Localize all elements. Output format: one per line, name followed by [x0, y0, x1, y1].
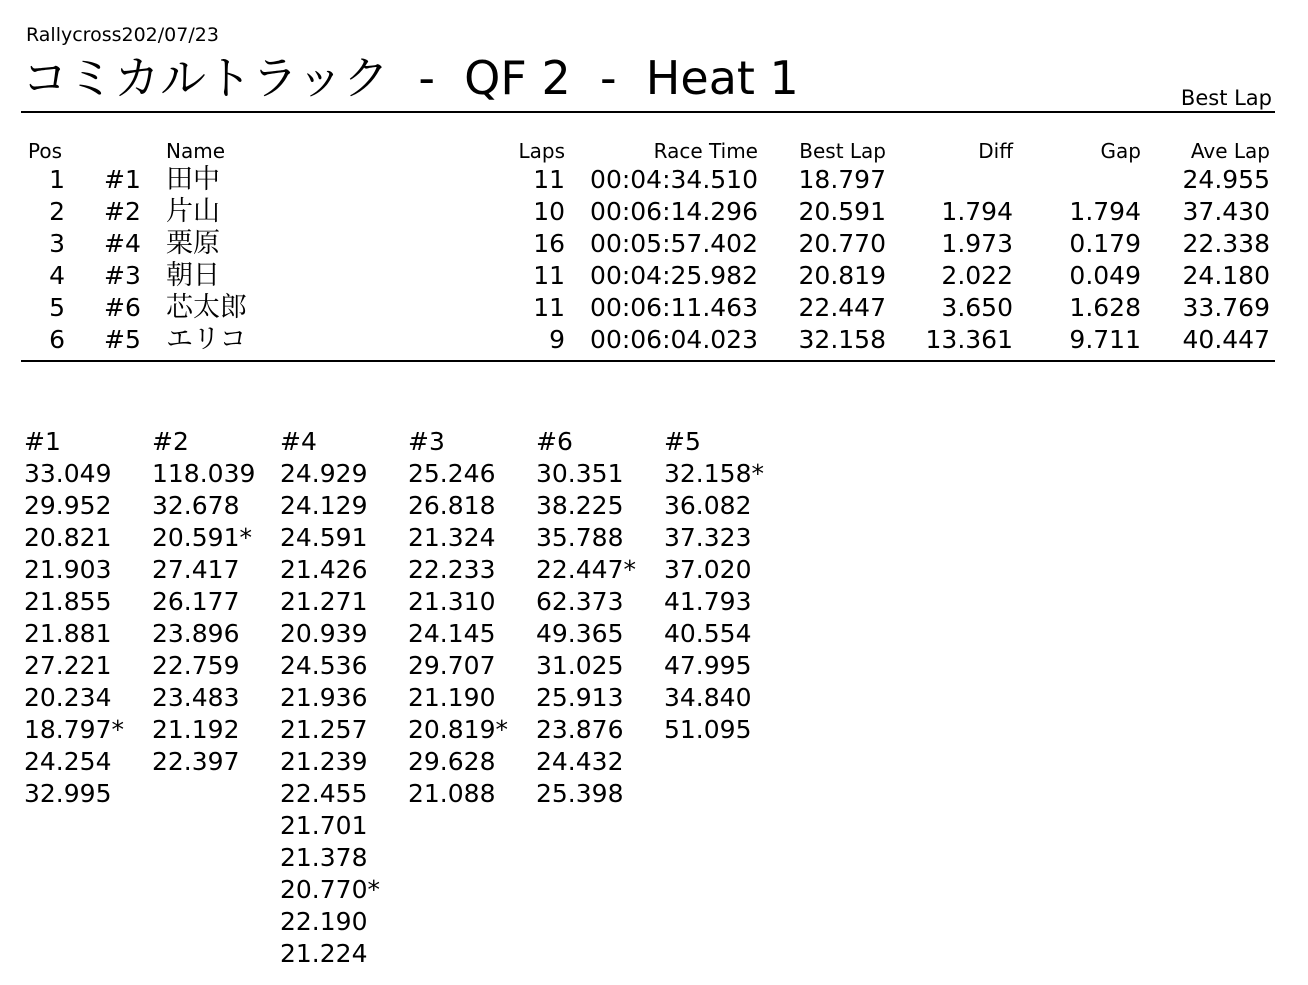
result-row	[0, 196, 1308, 228]
result-car-number: #5	[104, 325, 141, 354]
lap-times-column	[408, 426, 536, 970]
lap-time: 21.310	[408, 587, 496, 616]
result-race-time: 00:06:14.296	[590, 197, 758, 226]
column-header-gap: Gap	[1100, 139, 1141, 163]
result-driver-name: 栗原	[166, 228, 220, 259]
lap-time: 26.818	[408, 491, 496, 520]
result-gap: 1.628	[1069, 293, 1141, 322]
result-diff: 2.022	[941, 261, 1013, 290]
result-laps: 11	[533, 165, 565, 194]
lap-time: 26.177	[152, 587, 240, 616]
lap-time: 51.095	[664, 715, 752, 744]
result-best-lap: 22.447	[798, 293, 886, 322]
lap-time: 27.417	[152, 555, 240, 584]
lap-time: 21.426	[280, 555, 368, 584]
result-row	[0, 292, 1308, 324]
result-laps: 9	[549, 325, 565, 354]
lap-column-car-number: #5	[664, 427, 701, 456]
result-car-number: #2	[104, 197, 141, 226]
page-title: コミカルトラック - QF 2 - Heat 1	[22, 51, 799, 105]
lap-time: 21.271	[280, 587, 368, 616]
lap-time: 20.819*	[408, 715, 508, 744]
result-race-time: 00:05:57.402	[590, 229, 758, 258]
lap-time: 32.678	[152, 491, 240, 520]
lap-column-car-number: #1	[24, 427, 61, 456]
result-pos: 5	[49, 293, 65, 322]
lap-time: 27.221	[24, 651, 112, 680]
lap-time: 24.432	[536, 747, 624, 776]
result-ave-lap: 22.338	[1182, 229, 1270, 258]
column-header-race-time: Race Time	[653, 139, 758, 163]
result-race-time: 00:06:04.023	[590, 325, 758, 354]
result-best-lap: 18.797	[798, 165, 886, 194]
lap-time: 36.082	[664, 491, 752, 520]
result-pos: 1	[49, 165, 65, 194]
lap-time: 32.158*	[664, 459, 764, 488]
lap-time: 21.936	[280, 683, 368, 712]
lap-time: 21.192	[152, 715, 240, 744]
results-table	[0, 138, 1308, 356]
lap-time: 32.995	[24, 779, 112, 808]
column-header-pos: Pos	[28, 139, 63, 163]
lap-time: 21.190	[408, 683, 496, 712]
lap-time: 24.254	[24, 747, 112, 776]
column-header-best-lap: Best Lap	[799, 139, 886, 163]
lap-time: 25.913	[536, 683, 624, 712]
result-laps: 16	[533, 229, 565, 258]
lap-time: 20.821	[24, 523, 112, 552]
lap-times-column	[664, 426, 792, 970]
lap-time: 37.323	[664, 523, 752, 552]
result-driver-name: 片山	[166, 196, 220, 227]
lap-time: 25.398	[536, 779, 624, 808]
result-diff: 13.361	[925, 325, 1013, 354]
lap-time: 29.952	[24, 491, 112, 520]
lap-time: 22.397	[152, 747, 240, 776]
lap-time: 24.536	[280, 651, 368, 680]
lap-time: 22.190	[280, 907, 368, 936]
result-pos: 2	[49, 197, 65, 226]
lap-time: 22.233	[408, 555, 496, 584]
lap-time: 24.145	[408, 619, 496, 648]
result-ave-lap: 40.447	[1182, 325, 1270, 354]
lap-time: 24.929	[280, 459, 368, 488]
lap-time: 24.591	[280, 523, 368, 552]
result-gap: 9.711	[1069, 325, 1141, 354]
event-subtitle: Rallycross202/07/23	[26, 24, 219, 46]
lap-time: 21.855	[24, 587, 112, 616]
lap-time: 21.088	[408, 779, 496, 808]
lap-time: 38.225	[536, 491, 624, 520]
lap-time: 21.239	[280, 747, 368, 776]
lap-time: 23.896	[152, 619, 240, 648]
lap-times-column	[280, 426, 408, 970]
lap-time: 35.788	[536, 523, 624, 552]
lap-time: 20.591*	[152, 523, 252, 552]
result-best-lap: 20.770	[798, 229, 886, 258]
lap-time: 21.881	[24, 619, 112, 648]
lap-times-column	[24, 426, 152, 970]
column-header-laps: Laps	[518, 139, 565, 163]
lap-time: 24.129	[280, 491, 368, 520]
lap-time: 21.257	[280, 715, 368, 744]
result-car-number: #6	[104, 293, 141, 322]
result-race-time: 00:04:25.982	[590, 261, 758, 290]
result-diff: 3.650	[941, 293, 1013, 322]
lap-column-car-number: #4	[280, 427, 317, 456]
lap-column-car-number: #3	[408, 427, 445, 456]
results-header-row	[0, 138, 1308, 164]
lap-time: 29.707	[408, 651, 496, 680]
result-diff: 1.973	[941, 229, 1013, 258]
result-diff: 1.794	[941, 197, 1013, 226]
lap-times-column	[536, 426, 664, 970]
result-row	[0, 228, 1308, 260]
lap-times-grid	[24, 426, 792, 970]
result-laps: 11	[533, 293, 565, 322]
lap-time: 37.020	[664, 555, 752, 584]
lap-time: 21.378	[280, 843, 368, 872]
result-row	[0, 324, 1308, 356]
lap-time: 20.770*	[280, 875, 380, 904]
column-header-name: Name	[166, 139, 226, 163]
lap-time: 34.840	[664, 683, 752, 712]
result-laps: 11	[533, 261, 565, 290]
result-driver-name: 朝日	[166, 260, 220, 291]
result-ave-lap: 37.430	[1182, 197, 1270, 226]
column-header-diff: Diff	[978, 139, 1013, 163]
result-row	[0, 260, 1308, 292]
result-car-number: #4	[104, 229, 141, 258]
result-race-time: 00:04:34.510	[590, 165, 758, 194]
column-header-ave-lap: Ave Lap	[1190, 139, 1270, 163]
result-driver-name: 芯太郎	[166, 292, 247, 323]
bottom-rule	[21, 360, 1275, 362]
result-gap: 1.794	[1069, 197, 1141, 226]
result-gap: 0.179	[1069, 229, 1141, 258]
lap-time: 25.246	[408, 459, 496, 488]
lap-time: 21.224	[280, 939, 368, 968]
result-row	[0, 164, 1308, 196]
lap-time: 40.554	[664, 619, 752, 648]
result-race-time: 00:06:11.463	[590, 293, 758, 322]
result-best-lap: 20.591	[798, 197, 886, 226]
lap-time: 23.876	[536, 715, 624, 744]
lap-time: 30.351	[536, 459, 624, 488]
result-driver-name: 田中	[166, 164, 220, 195]
result-ave-lap: 24.955	[1182, 165, 1270, 194]
lap-time: 118.039	[152, 459, 256, 488]
lap-time: 23.483	[152, 683, 240, 712]
result-car-number: #1	[104, 165, 141, 194]
result-car-number: #3	[104, 261, 141, 290]
lap-time: 33.049	[24, 459, 112, 488]
result-driver-name: エリコ	[166, 324, 247, 355]
lap-time: 49.365	[536, 619, 624, 648]
lap-time: 62.373	[536, 587, 624, 616]
lap-times-column	[152, 426, 280, 970]
lap-time: 20.234	[24, 683, 112, 712]
lap-time: 22.759	[152, 651, 240, 680]
result-pos: 4	[49, 261, 65, 290]
lap-time: 41.793	[664, 587, 752, 616]
lap-time: 22.455	[280, 779, 368, 808]
lap-time: 21.324	[408, 523, 496, 552]
sort-label: Best Lap	[1180, 86, 1272, 110]
lap-time: 47.995	[664, 651, 752, 680]
result-laps: 10	[533, 197, 565, 226]
result-ave-lap: 33.769	[1182, 293, 1270, 322]
lap-time: 21.903	[24, 555, 112, 584]
lap-time: 20.939	[280, 619, 368, 648]
lap-time: 18.797*	[24, 715, 124, 744]
result-pos: 3	[49, 229, 65, 258]
lap-column-car-number: #6	[536, 427, 573, 456]
result-best-lap: 32.158	[798, 325, 886, 354]
result-best-lap: 20.819	[798, 261, 886, 290]
lap-column-car-number: #2	[152, 427, 189, 456]
result-gap: 0.049	[1069, 261, 1141, 290]
lap-time: 21.701	[280, 811, 368, 840]
lap-time: 22.447*	[536, 555, 636, 584]
lap-time: 31.025	[536, 651, 624, 680]
top-rule	[21, 111, 1275, 113]
result-pos: 6	[49, 325, 65, 354]
lap-time: 29.628	[408, 747, 496, 776]
result-ave-lap: 24.180	[1182, 261, 1270, 290]
